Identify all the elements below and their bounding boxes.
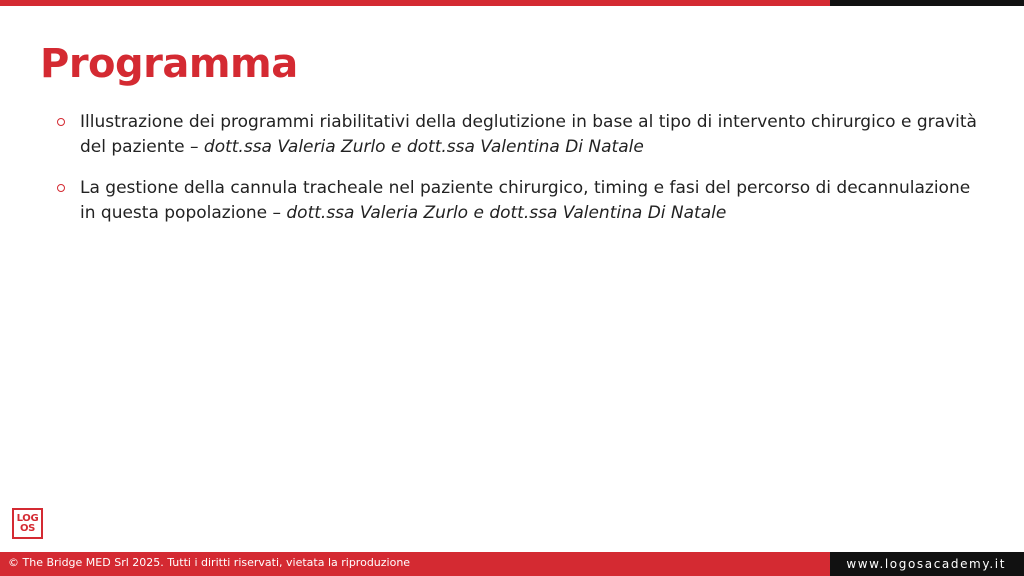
circle-bullet-icon [57,184,65,192]
top-accent-bar [0,0,830,6]
logo-line-2: OS [19,522,36,534]
page-title: Programma [40,41,298,87]
website-link[interactable]: www.logosacademy.it [846,557,1006,571]
item-text: La gestione della cannula tracheale nel paziente chirurgico, timing e fasi del percorso di decannulazione in questa popolazione – [80,178,971,223]
list-item [55,176,985,226]
circle-bullet-icon [57,118,65,126]
top-dark-bar [830,0,1024,6]
list-item [55,110,985,160]
footer-url-bar [830,552,1024,576]
item-text: Illustrazione dei programmi riabilitativi della deglutizione in base al tipo di intervento chirurgico e gravità del paziente – [80,112,977,157]
program-list [55,110,985,242]
logos-logo [12,508,43,539]
item-speakers: dott.ssa Valeria Zurlo e dott.ssa Valentina Di Natale [286,203,727,223]
footer-copyright-bar [0,552,830,576]
logo-line-1: LOG [16,512,39,524]
copyright-text: © The Bridge MED Srl 2025. Tutti i diritti riservati, vietata la riproduzione [8,556,411,569]
item-speakers: dott.ssa Valeria Zurlo e dott.ssa Valentina Di Natale [203,137,644,157]
